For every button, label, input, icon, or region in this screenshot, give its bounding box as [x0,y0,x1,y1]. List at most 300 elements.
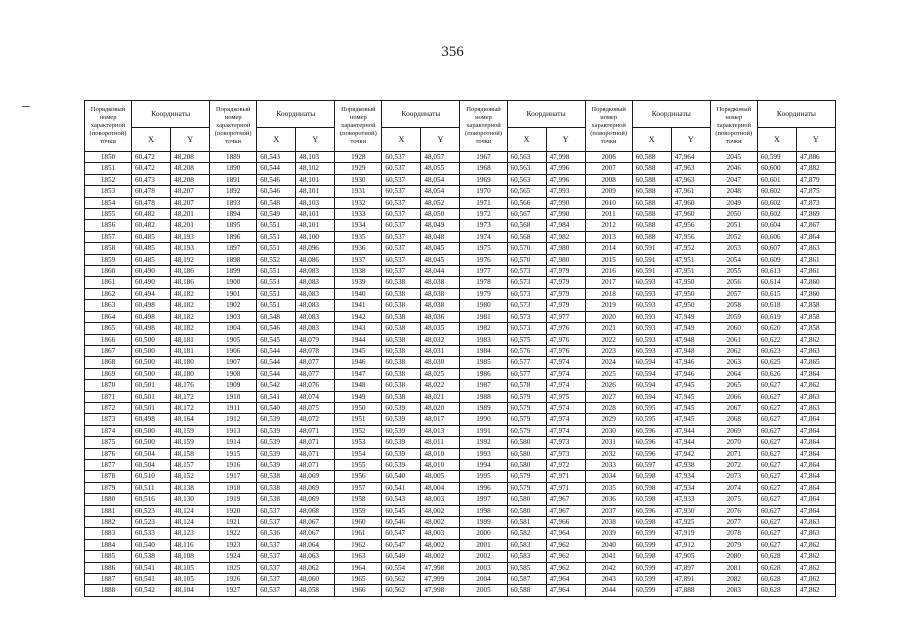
y-coordinate-cell: 48,054 [421,174,460,185]
x-coordinate-cell: 60,626 [757,368,796,379]
y-coordinate-cell: 47,975 [546,391,585,402]
point-number-cell: 2058 [710,300,757,311]
point-number-cell: 1933 [335,209,382,220]
y-coordinate-cell: 48,078 [296,345,335,356]
x-coordinate-cell: 60,588 [632,174,671,185]
point-number-cell: 1858 [85,243,132,254]
x-coordinate-cell: 60,551 [257,300,296,311]
y-coordinate-cell: 47,967 [546,494,585,505]
y-coordinate-cell: 47,945 [671,380,710,391]
x-coordinate-cell: 60,623 [757,345,796,356]
point-number-cell: 1977 [460,266,507,277]
x-coordinate-cell: 60,588 [632,152,671,163]
point-number-cell: 1856 [85,220,132,231]
y-coordinate-cell: 48,103 [296,197,335,208]
table-row [85,345,836,356]
y-coordinate-cell: 47,949 [671,311,710,322]
x-coordinate-cell: 60,627 [757,425,796,436]
point-number-cell: 1949 [335,391,382,402]
y-coordinate-cell: 47,966 [546,517,585,528]
x-coordinate-cell: 60,537 [382,163,421,174]
x-coordinate-cell: 60,598 [632,517,671,528]
x-coordinate-cell: 60,539 [382,448,421,459]
x-coordinate-cell: 60,538 [382,380,421,391]
x-coordinate-cell: 60,494 [132,288,171,299]
y-coordinate-cell: 47,933 [671,494,710,505]
x-coordinate-cell: 60,551 [257,220,296,231]
header-coordinates: Координаты [382,101,460,128]
y-coordinate-cell: 48,022 [421,380,460,391]
header-point-number: Порядковый номер характерной (поворотной) точки [85,101,132,152]
x-coordinate-cell: 60,511 [132,482,171,493]
point-number-cell: 1894 [210,209,257,220]
y-coordinate-cell: 47,886 [796,152,835,163]
point-number-cell: 1908 [210,368,257,379]
y-coordinate-cell: 47,942 [671,448,710,459]
point-number-cell: 2046 [710,163,757,174]
x-coordinate-cell: 60,539 [257,448,296,459]
point-number-cell: 1913 [210,425,257,436]
point-number-cell: 1946 [335,357,382,368]
point-number-cell: 2072 [710,459,757,470]
point-number-cell: 2028 [585,402,632,413]
header-x: X [132,128,171,152]
y-coordinate-cell: 48,124 [171,505,210,516]
y-coordinate-cell: 48,069 [296,494,335,505]
x-coordinate-cell: 60,523 [132,505,171,516]
point-number-cell: 1905 [210,334,257,345]
x-coordinate-cell: 60,536 [257,528,296,539]
x-coordinate-cell: 60,537 [382,254,421,265]
x-coordinate-cell: 60,500 [132,345,171,356]
y-coordinate-cell: 48,130 [171,494,210,505]
x-coordinate-cell: 60,478 [132,197,171,208]
point-number-cell: 1866 [85,334,132,345]
y-coordinate-cell: 48,083 [296,300,335,311]
header-coordinates: Координаты [632,101,710,128]
x-coordinate-cell: 60,537 [257,585,296,596]
x-coordinate-cell: 60,588 [632,197,671,208]
x-coordinate-cell: 60,578 [507,380,546,391]
header-x: X [507,128,546,152]
x-coordinate-cell: 60,593 [632,277,671,288]
y-coordinate-cell: 48,208 [171,174,210,185]
y-coordinate-cell: 47,938 [671,459,710,470]
x-coordinate-cell: 60,538 [382,288,421,299]
x-coordinate-cell: 60,482 [132,209,171,220]
point-number-cell: 1904 [210,323,257,334]
x-coordinate-cell: 60,619 [757,311,796,322]
point-number-cell: 2002 [460,551,507,562]
point-number-cell: 1982 [460,323,507,334]
point-number-cell: 1966 [335,585,382,596]
point-number-cell: 2054 [710,254,757,265]
y-coordinate-cell: 47,949 [671,323,710,334]
point-number-cell: 2066 [710,391,757,402]
point-number-cell: 1978 [460,277,507,288]
point-number-cell: 1937 [335,254,382,265]
x-coordinate-cell: 60,538 [382,334,421,345]
point-number-cell: 1964 [335,562,382,573]
y-coordinate-cell: 47,912 [671,539,710,550]
y-coordinate-cell: 47,962 [546,562,585,573]
y-coordinate-cell: 47,963 [671,163,710,174]
y-coordinate-cell: 48,105 [171,574,210,585]
x-coordinate-cell: 60,567 [507,209,546,220]
x-coordinate-cell: 60,548 [257,197,296,208]
point-number-cell: 1985 [460,357,507,368]
point-number-cell: 2026 [585,380,632,391]
y-coordinate-cell: 48,032 [421,334,460,345]
point-number-cell: 1928 [335,152,382,163]
point-number-cell: 1986 [460,368,507,379]
point-number-cell: 1935 [335,231,382,242]
y-coordinate-cell: 47,864 [796,494,835,505]
y-coordinate-cell: 48,011 [421,437,460,448]
point-number-cell: 1914 [210,437,257,448]
x-coordinate-cell: 60,504 [132,459,171,470]
x-coordinate-cell: 60,575 [507,334,546,345]
point-number-cell: 1878 [85,471,132,482]
point-number-cell: 2010 [585,197,632,208]
point-number-cell: 2073 [710,471,757,482]
y-coordinate-cell: 48,071 [296,425,335,436]
x-coordinate-cell: 60,538 [382,357,421,368]
x-coordinate-cell: 60,538 [382,323,421,334]
table-row [85,482,836,493]
y-coordinate-cell: 48,172 [171,391,210,402]
point-number-cell: 2039 [585,528,632,539]
y-coordinate-cell: 48,181 [171,345,210,356]
x-coordinate-cell: 60,549 [382,551,421,562]
y-coordinate-cell: 48,069 [296,482,335,493]
y-coordinate-cell: 47,862 [796,551,835,562]
point-number-cell: 1922 [210,528,257,539]
point-number-cell: 1909 [210,380,257,391]
point-number-cell: 2055 [710,266,757,277]
x-coordinate-cell: 60,599 [632,528,671,539]
x-coordinate-cell: 60,601 [757,174,796,185]
x-coordinate-cell: 60,537 [257,517,296,528]
y-coordinate-cell: 47,998 [546,152,585,163]
header-x: X [382,128,421,152]
y-coordinate-cell: 47,974 [546,368,585,379]
y-coordinate-cell: 47,863 [796,517,835,528]
point-number-cell: 1934 [335,220,382,231]
x-coordinate-cell: 60,576 [507,345,546,356]
x-coordinate-cell: 60,545 [382,505,421,516]
x-coordinate-cell: 60,585 [507,562,546,573]
y-coordinate-cell: 47,972 [546,459,585,470]
point-number-cell: 1852 [85,174,132,185]
header-point-number: Порядковый номер характерной (поворотной) точки [710,101,757,152]
point-number-cell: 2038 [585,517,632,528]
y-coordinate-cell: 48,057 [421,152,460,163]
point-number-cell: 1879 [85,482,132,493]
x-coordinate-cell: 60,538 [382,391,421,402]
point-number-cell: 2070 [710,437,757,448]
y-coordinate-cell: 48,101 [296,174,335,185]
point-number-cell: 1932 [335,197,382,208]
y-coordinate-cell: 47,862 [796,574,835,585]
x-coordinate-cell: 60,627 [757,402,796,413]
x-coordinate-cell: 60,539 [382,437,421,448]
x-coordinate-cell: 60,593 [632,345,671,356]
y-coordinate-cell: 47,964 [546,574,585,585]
x-coordinate-cell: 60,478 [132,186,171,197]
y-coordinate-cell: 47,950 [671,288,710,299]
y-coordinate-cell: 48,186 [171,277,210,288]
y-coordinate-cell: 48,182 [171,323,210,334]
table-row [85,471,836,482]
coordinates-table-wrap [84,100,836,597]
point-number-cell: 2015 [585,254,632,265]
scan-mark: ـــ [22,100,30,110]
y-coordinate-cell: 48,068 [296,505,335,516]
y-coordinate-cell: 47,863 [796,528,835,539]
y-coordinate-cell: 47,964 [546,585,585,596]
table-row [85,528,836,539]
y-coordinate-cell: 48,077 [296,368,335,379]
point-number-cell: 1901 [210,288,257,299]
point-number-cell: 1997 [460,494,507,505]
x-coordinate-cell: 60,537 [257,551,296,562]
point-number-cell: 2078 [710,528,757,539]
table-row [85,517,836,528]
point-number-cell: 1963 [335,551,382,562]
table-row [85,357,836,368]
x-coordinate-cell: 60,599 [632,585,671,596]
point-number-cell: 1989 [460,402,507,413]
y-coordinate-cell: 47,963 [671,174,710,185]
point-number-cell: 1959 [335,505,382,516]
point-number-cell: 1930 [335,174,382,185]
x-coordinate-cell: 60,588 [632,163,671,174]
y-coordinate-cell: 48,102 [296,163,335,174]
y-coordinate-cell: 47,979 [546,266,585,277]
x-coordinate-cell: 60,627 [757,539,796,550]
x-coordinate-cell: 60,501 [132,402,171,413]
x-coordinate-cell: 60,627 [757,482,796,493]
x-coordinate-cell: 60,537 [382,152,421,163]
x-coordinate-cell: 60,595 [632,414,671,425]
y-coordinate-cell: 47,858 [796,300,835,311]
y-coordinate-cell: 47,861 [796,266,835,277]
point-number-cell: 2032 [585,448,632,459]
x-coordinate-cell: 60,580 [507,494,546,505]
point-number-cell: 1896 [210,231,257,242]
y-coordinate-cell: 47,864 [796,448,835,459]
x-coordinate-cell: 60,537 [257,539,296,550]
x-coordinate-cell: 60,580 [507,459,546,470]
point-number-cell: 1961 [335,528,382,539]
x-coordinate-cell: 60,596 [632,505,671,516]
point-number-cell: 1976 [460,254,507,265]
point-number-cell: 1910 [210,391,257,402]
x-coordinate-cell: 60,582 [507,528,546,539]
x-coordinate-cell: 60,544 [257,357,296,368]
point-number-cell: 1988 [460,391,507,402]
y-coordinate-cell: 47,869 [796,209,835,220]
point-number-cell: 1853 [85,186,132,197]
y-coordinate-cell: 48,100 [296,231,335,242]
x-coordinate-cell: 60,551 [257,266,296,277]
y-coordinate-cell: 47,951 [671,266,710,277]
point-number-cell: 2052 [710,231,757,242]
point-number-cell: 1943 [335,323,382,334]
point-number-cell: 1884 [85,539,132,550]
y-coordinate-cell: 47,993 [546,186,585,197]
y-coordinate-cell: 48,003 [421,528,460,539]
point-number-cell: 2062 [710,345,757,356]
y-coordinate-cell: 47,976 [546,323,585,334]
point-number-cell: 2006 [585,152,632,163]
point-number-cell: 2000 [460,528,507,539]
point-number-cell: 2035 [585,482,632,493]
point-number-cell: 2004 [460,574,507,585]
y-coordinate-cell: 48,138 [171,482,210,493]
point-number-cell: 1887 [85,574,132,585]
y-coordinate-cell: 48,101 [296,220,335,231]
y-coordinate-cell: 48,071 [296,459,335,470]
x-coordinate-cell: 60,627 [757,437,796,448]
y-coordinate-cell: 47,919 [671,528,710,539]
table-row [85,380,836,391]
x-coordinate-cell: 60,540 [132,539,171,550]
table-row [85,277,836,288]
y-coordinate-cell: 47,873 [796,197,835,208]
point-number-cell: 2065 [710,380,757,391]
x-coordinate-cell: 60,498 [132,323,171,334]
y-coordinate-cell: 48,017 [421,414,460,425]
y-coordinate-cell: 48,101 [296,186,335,197]
x-coordinate-cell: 60,588 [507,585,546,596]
point-number-cell: 2034 [585,471,632,482]
point-number-cell: 1868 [85,357,132,368]
y-coordinate-cell: 47,961 [671,186,710,197]
x-coordinate-cell: 60,613 [757,266,796,277]
y-coordinate-cell: 48,108 [171,551,210,562]
point-number-cell: 1916 [210,459,257,470]
x-coordinate-cell: 60,577 [507,368,546,379]
y-coordinate-cell: 47,962 [546,539,585,550]
point-number-cell: 1918 [210,482,257,493]
y-coordinate-cell: 48,193 [171,243,210,254]
y-coordinate-cell: 48,010 [421,459,460,470]
y-coordinate-cell: 48,002 [421,517,460,528]
header-x: X [757,128,796,152]
y-coordinate-cell: 47,864 [796,231,835,242]
x-coordinate-cell: 60,539 [257,437,296,448]
x-coordinate-cell: 60,554 [382,562,421,573]
y-coordinate-cell: 48,052 [421,197,460,208]
y-coordinate-cell: 47,862 [796,539,835,550]
y-coordinate-cell: 48,182 [171,311,210,322]
point-number-cell: 1979 [460,288,507,299]
x-coordinate-cell: 60,606 [757,231,796,242]
point-number-cell: 2074 [710,482,757,493]
point-number-cell: 1906 [210,345,257,356]
point-number-cell: 1859 [85,254,132,265]
y-coordinate-cell: 48,176 [171,380,210,391]
y-coordinate-cell: 47,974 [546,414,585,425]
y-coordinate-cell: 47,967 [546,505,585,516]
x-coordinate-cell: 60,588 [632,186,671,197]
x-coordinate-cell: 60,628 [757,551,796,562]
table-row [85,243,836,254]
point-number-cell: 1895 [210,220,257,231]
y-coordinate-cell: 48,048 [421,231,460,242]
x-coordinate-cell: 60,537 [382,174,421,185]
point-number-cell: 2001 [460,539,507,550]
x-coordinate-cell: 60,545 [257,334,296,345]
point-number-cell: 2064 [710,368,757,379]
point-number-cell: 1971 [460,197,507,208]
x-coordinate-cell: 60,570 [507,243,546,254]
point-number-cell: 1970 [460,186,507,197]
x-coordinate-cell: 60,627 [757,528,796,539]
x-coordinate-cell: 60,485 [132,231,171,242]
point-number-cell: 2031 [585,437,632,448]
point-number-cell: 2049 [710,197,757,208]
point-number-cell: 1892 [210,186,257,197]
x-coordinate-cell: 60,566 [507,197,546,208]
table-row [85,448,836,459]
x-coordinate-cell: 60,587 [507,574,546,585]
point-number-cell: 1857 [85,231,132,242]
point-number-cell: 1952 [335,425,382,436]
point-number-cell: 1875 [85,437,132,448]
x-coordinate-cell: 60,563 [507,174,546,185]
y-coordinate-cell: 48,180 [171,368,210,379]
header-point-number: Порядковый номер характерной (поворотной) точки [210,101,257,152]
x-coordinate-cell: 60,542 [132,585,171,596]
y-coordinate-cell: 48,083 [296,323,335,334]
y-coordinate-cell: 47,858 [796,311,835,322]
table-row [85,186,836,197]
x-coordinate-cell: 60,537 [257,562,296,573]
x-coordinate-cell: 60,538 [257,494,296,505]
point-number-cell: 1885 [85,551,132,562]
table-row [85,152,836,163]
x-coordinate-cell: 60,504 [132,448,171,459]
point-number-cell: 1891 [210,174,257,185]
point-number-cell: 1912 [210,414,257,425]
point-number-cell: 1967 [460,152,507,163]
y-coordinate-cell: 47,984 [546,220,585,231]
table-row [85,562,836,573]
y-coordinate-cell: 48,038 [421,288,460,299]
y-coordinate-cell: 48,020 [421,402,460,413]
y-coordinate-cell: 47,860 [796,277,835,288]
x-coordinate-cell: 60,544 [257,345,296,356]
point-number-cell: 1945 [335,345,382,356]
x-coordinate-cell: 60,573 [507,300,546,311]
x-coordinate-cell: 60,537 [257,574,296,585]
point-number-cell: 2069 [710,425,757,436]
x-coordinate-cell: 60,562 [382,585,421,596]
point-number-cell: 1872 [85,402,132,413]
x-coordinate-cell: 60,562 [382,574,421,585]
x-coordinate-cell: 60,538 [132,551,171,562]
point-number-cell: 2041 [585,551,632,562]
point-number-cell: 1987 [460,380,507,391]
point-number-cell: 1920 [210,505,257,516]
y-coordinate-cell: 47,864 [796,414,835,425]
point-number-cell: 2042 [585,562,632,573]
point-number-cell: 1958 [335,494,382,505]
x-coordinate-cell: 60,579 [507,402,546,413]
